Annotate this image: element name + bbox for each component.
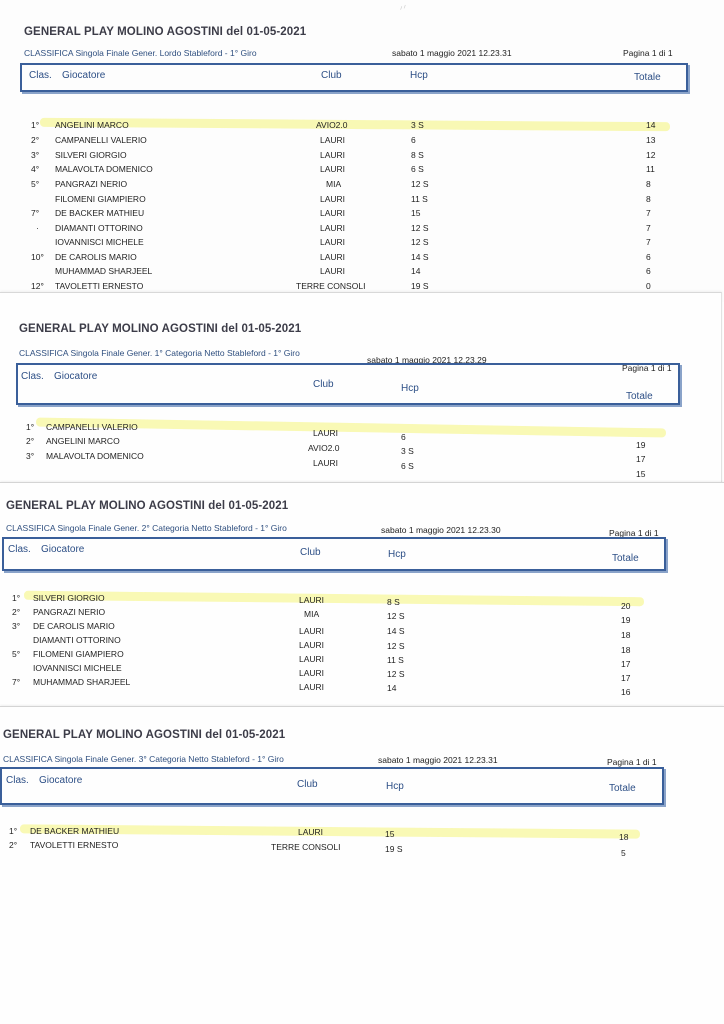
row-player: MALAVOLTA DOMENICO: [55, 164, 153, 174]
row-total: 17: [621, 673, 631, 683]
header-club: Club: [300, 547, 321, 558]
header-clas: Clas.: [21, 371, 44, 382]
header-giocatore: Giocatore: [62, 70, 106, 81]
row-hcp: 6: [411, 135, 416, 145]
table-row: [0, 840, 724, 858]
row-club: LAURI: [313, 458, 339, 468]
row-player: PANGRAZI NERIO: [55, 179, 128, 189]
row-position: 7°: [12, 677, 21, 687]
row-position: ·: [36, 223, 39, 233]
row-player: MUHAMMAD SHARJEEL: [33, 677, 131, 687]
row-position: 1°: [31, 120, 40, 130]
header-club: Club: [321, 70, 342, 81]
row-position: 1°: [12, 593, 21, 603]
row-total: 13: [646, 135, 656, 145]
sheet-subtitle: CLASSIFICA Singola Finale Gener. 1° Categoria Netto Stableford - 1° Giro: [19, 348, 300, 358]
row-hcp: 8 S: [387, 597, 400, 607]
row-position: 5°: [31, 179, 40, 189]
row-hcp: 12 S: [411, 179, 429, 189]
table-header-box: [0, 767, 664, 805]
row-total: 8: [646, 194, 651, 204]
row-player: SILVERI GIORGIO: [55, 150, 127, 160]
table-row: [0, 826, 724, 842]
row-hcp: 6 S: [401, 461, 414, 471]
sheet-title: GENERAL PLAY MOLINO AGOSTINI del 01-05-2021: [24, 26, 307, 38]
row-hcp: 12 S: [411, 223, 429, 233]
sheet-title: GENERAL PLAY MOLINO AGOSTINI del 01-05-2021: [6, 500, 289, 512]
header-clas: Clas.: [6, 775, 29, 786]
row-position: 1°: [9, 826, 18, 836]
row-club: LAURI: [320, 237, 346, 247]
table-row: [0, 266, 724, 278]
row-hcp: 12 S: [387, 611, 405, 621]
row-club: LAURI: [299, 668, 325, 678]
row-total: 7: [646, 223, 651, 233]
row-player: MALAVOLTA DOMENICO: [46, 451, 144, 461]
row-player: SILVERI GIORGIO: [33, 593, 105, 603]
table-header-box: [2, 537, 666, 571]
sheet-page-number: Pagina 1 di 1: [623, 48, 673, 58]
header-club: Club: [313, 379, 334, 390]
header-totale: Totale: [609, 783, 636, 794]
row-position: 3°: [12, 621, 21, 631]
row-club: AVIO2.0: [308, 443, 340, 453]
header-totale: Totale: [634, 72, 661, 83]
row-club: MIA: [326, 179, 342, 189]
row-player: IOVANNISCI MICHELE: [33, 663, 122, 673]
sheet-categoria-2: [0, 482, 724, 714]
row-club: LAURI: [320, 208, 346, 218]
header-hcp: Hcp: [388, 549, 406, 560]
row-total: 20: [621, 601, 631, 611]
row-player: DE CAROLIS MARIO: [55, 252, 137, 262]
header-totale: Totale: [612, 553, 639, 564]
table-row: [0, 593, 724, 611]
row-player: CAMPANELLI VALERIO: [46, 422, 138, 432]
row-club: LAURI: [320, 135, 346, 145]
row-position: 5°: [12, 649, 21, 659]
row-position: 10°: [31, 252, 44, 262]
header-club: Club: [297, 779, 318, 790]
row-hcp: 15: [411, 208, 421, 218]
table-row: [0, 135, 724, 147]
row-hcp: 11 S: [411, 194, 428, 204]
row-player: MUHAMMAD SHARJEEL: [55, 266, 153, 276]
row-total: 15: [636, 469, 646, 479]
row-position: 3°: [26, 451, 35, 461]
row-total: 7: [646, 208, 651, 218]
table-row: [0, 451, 724, 479]
row-player: FILOMENI GIAMPIERO: [55, 194, 146, 204]
row-total: 17: [621, 659, 631, 669]
table-row: [0, 150, 724, 162]
table-row: [0, 120, 724, 132]
table-row: [0, 252, 724, 264]
row-club: MIA: [304, 609, 320, 619]
row-hcp: 15: [385, 829, 395, 839]
row-player: CAMPANELLI VALERIO: [55, 135, 147, 145]
row-club: LAURI: [320, 150, 346, 160]
row-hcp: 3 S: [401, 446, 414, 456]
row-total: 19: [636, 440, 646, 450]
sheet-title: GENERAL PLAY MOLINO AGOSTINI del 01-05-2021: [19, 323, 302, 335]
row-player: ANGELINI MARCO: [46, 436, 120, 446]
table-row: [0, 208, 724, 220]
row-total: 16: [621, 687, 631, 697]
row-total: 12: [646, 150, 656, 160]
row-total: 19: [621, 615, 631, 625]
header-hcp: Hcp: [410, 70, 428, 81]
row-hcp: 14: [411, 266, 421, 276]
sheet-categoria-1: [0, 292, 722, 492]
row-player: FILOMENI GIAMPIERO: [33, 649, 124, 659]
sheet-datetime: sabato 1 maggio 2021 12.23.31: [392, 48, 512, 58]
sheet-categoria-3: [0, 706, 724, 1024]
row-club: LAURI: [299, 595, 325, 605]
header-clas: Clas.: [29, 70, 52, 81]
row-position: 4°: [31, 164, 40, 174]
row-position: 3°: [31, 150, 40, 160]
header-giocatore: Giocatore: [39, 775, 83, 786]
row-club: TERRE CONSOLI: [271, 842, 341, 852]
row-hcp: 14: [387, 683, 397, 693]
row-position: 2°: [12, 607, 21, 617]
row-hcp: 8 S: [411, 150, 424, 160]
row-hcp: 3 S: [411, 120, 424, 130]
header-clas: Clas.: [8, 544, 31, 555]
row-total: 6: [646, 266, 651, 276]
row-position: 1°: [26, 422, 35, 432]
header-giocatore: Giocatore: [54, 371, 98, 382]
table-header-box: [20, 63, 688, 92]
row-club: LAURI: [299, 682, 325, 692]
row-hcp: 12 S: [387, 669, 405, 679]
row-club: LAURI: [320, 194, 346, 204]
table-row: [0, 194, 724, 206]
row-player: DIAMANTI OTTORINO: [33, 635, 121, 645]
row-club: LAURI: [299, 654, 325, 664]
table-row: [0, 223, 724, 235]
row-position: 12°: [31, 281, 44, 291]
sheet-page-number: Pagina 1 di 1: [607, 757, 657, 767]
table-row: [0, 179, 724, 191]
row-hcp: 6: [401, 432, 406, 442]
row-club: LAURI: [299, 640, 325, 650]
row-total: 14: [646, 120, 656, 130]
row-player: DE BACKER MATHIEU: [30, 826, 120, 836]
row-club: LAURI: [320, 252, 346, 262]
row-club: LAURI: [320, 223, 346, 233]
row-club: LAURI: [298, 827, 324, 837]
row-hcp: 14 S: [411, 252, 429, 262]
row-total: 6: [646, 252, 651, 262]
table-row: [0, 237, 724, 249]
header-giocatore: Giocatore: [41, 544, 85, 555]
row-hcp: 19 S: [385, 844, 403, 854]
row-total: 18: [621, 645, 631, 655]
row-club: LAURI: [320, 266, 346, 276]
row-club: LAURI: [313, 428, 339, 438]
row-player: DE BACKER MATHIEU: [55, 208, 145, 218]
sheet-subtitle: CLASSIFICA Singola Finale Gener. 3° Categoria Netto Stableford - 1° Giro: [3, 754, 284, 764]
row-total: 7: [646, 237, 651, 247]
sheet-datetime: sabato 1 maggio 2021 12.23.29: [367, 355, 487, 365]
row-position: 2°: [26, 436, 35, 446]
row-player: PANGRAZI NERIO: [33, 607, 106, 617]
row-total: 5: [621, 848, 626, 858]
table-row: [0, 677, 724, 697]
sheet-page-number: Pagina 1 di 1: [609, 528, 659, 538]
sheet-page-number: Pagina 1 di 1: [622, 363, 672, 373]
row-hcp: 12 S: [387, 641, 405, 651]
row-club: LAURI: [299, 626, 325, 636]
row-player: IOVANNISCI MICHELE: [55, 237, 144, 247]
row-position: 2°: [31, 135, 40, 145]
sheet-subtitle: CLASSIFICA Singola Finale Gener. Lordo Stableford - 1° Giro: [24, 48, 257, 58]
row-hcp: 6 S: [411, 164, 424, 174]
row-total: 8: [646, 179, 651, 189]
row-total: 18: [621, 630, 631, 640]
row-player: TAVOLETTI ERNESTO: [55, 281, 144, 291]
sheet-lordo: [0, 0, 724, 302]
row-position: 7°: [31, 208, 40, 218]
row-club: LAURI: [320, 164, 346, 174]
row-player: TAVOLETTI ERNESTO: [30, 840, 119, 850]
row-player: ANGELINI MARCO: [55, 120, 129, 130]
row-player: DE CAROLIS MARIO: [33, 621, 115, 631]
table-row: [0, 164, 724, 176]
row-player: DIAMANTI OTTORINO: [55, 223, 143, 233]
table-header-box: [16, 363, 680, 405]
sheet-subtitle: CLASSIFICA Singola Finale Gener. 2° Categoria Netto Stableford - 1° Giro: [6, 523, 287, 533]
table-row: [0, 607, 724, 625]
row-hcp: 14 S: [387, 626, 405, 636]
row-hcp: 12 S: [411, 237, 429, 247]
row-total: 17: [636, 454, 646, 464]
row-club: TERRE CONSOLI: [296, 281, 366, 291]
row-total: 0: [646, 281, 651, 291]
row-total: 18: [619, 832, 629, 842]
pen-scribble-mark: ᐟᐟ: [398, 3, 409, 16]
row-hcp: 19 S: [411, 281, 429, 291]
header-hcp: Hcp: [386, 781, 404, 792]
header-totale: Totale: [626, 391, 653, 402]
sheet-datetime: sabato 1 maggio 2021 12.23.31: [378, 755, 498, 765]
sheet-title: GENERAL PLAY MOLINO AGOSTINI del 01-05-2021: [3, 729, 286, 741]
header-hcp: Hcp: [401, 383, 419, 394]
row-club: AVIO2.0: [316, 120, 348, 130]
row-hcp: 11 S: [387, 655, 404, 665]
row-position: 2°: [9, 840, 18, 850]
row-total: 11: [646, 164, 655, 174]
sheet-datetime: sabato 1 maggio 2021 12.23.30: [381, 525, 501, 535]
